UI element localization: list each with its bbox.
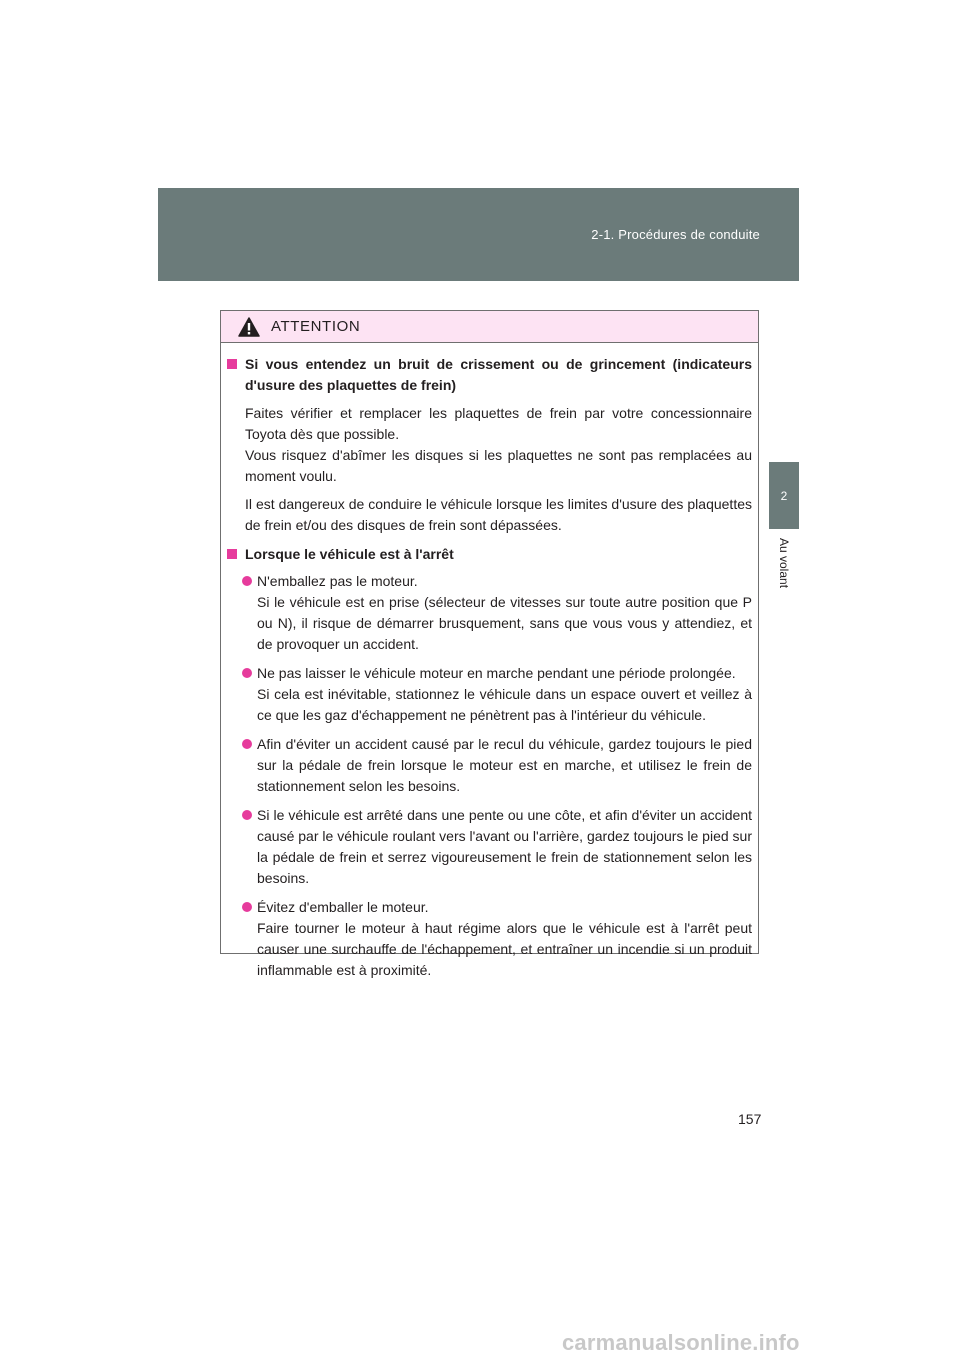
topic-vehicle-stopped [227,544,752,981]
round-bullet-icon [242,576,252,586]
section-title: 2-1. Procédures de conduite [591,227,760,242]
list-item: N'emballez pas le moteur. Si le véhicule est en prise (sélecteur de vitesses sur toute autre position que P ou N), il risque de démarrer brusquement, sans que vous vous y attendiez, et de provoquer un accident. [239,571,752,655]
bullet-list [227,571,752,981]
chapter-label: Au volant [777,538,791,589]
round-bullet-icon [242,739,252,749]
paragraph: Faites vérifier et remplacer les plaquettes de frein par votre concessionnaire Toyota dès que possible. Vous risquez d'abîmer les disques si les plaquettes ne sont pas remplacées au moment voulu. [245,405,752,484]
topic-heading: Si vous entendez un bruit de crissement ou de grincement (indicateurs d'usure des plaquettes de frein) [227,354,752,396]
list-item: Afin d'éviter un accident causé par le recul du véhicule, gardez toujours le pied sur la pédale de frein lorsque le moteur est en marche, et utilisez le frein de stationnement selon les besoins. [239,734,752,797]
round-bullet-icon [242,668,252,678]
header-band [158,188,799,281]
warning-triangle-icon [238,317,260,337]
chapter-tab [769,462,799,529]
page-number: 157 [738,1111,762,1127]
warning-header [221,311,758,343]
warning-title: ATTENTION [271,318,361,335]
list-item: Ne pas laisser le véhicule moteur en marche pendant une période prolongée. Si cela est inévitable, stationnez le véhicule dans un espace ouvert et veillez à ce que les gaz d'échappement ne pénètrent pas à l'intérieur du véhicule. [239,663,752,726]
square-bullet-icon [227,359,237,369]
watermark: carmanualsonline.info [562,1330,800,1355]
square-bullet-icon [227,549,237,559]
round-bullet-icon [242,810,252,820]
list-item: Évitez d'emballer le moteur. Faire tourner le moteur à haut régime alors que le véhicule est à l'arrêt peut causer une surchauffe de l'échappement, et entraîner un incendie si un produit inflammable est à proximité. [239,897,752,981]
paragraph: Il est dangereux de conduire le véhicule lorsque les limites d'usure des plaquettes de frein et/ou des disques de frein sont dépassées. [245,496,752,533]
round-bullet-icon [242,902,252,912]
warning-body [221,343,758,981]
list-item: Si le véhicule est arrêté dans une pente ou une côte, et afin d'éviter un accident causé par le véhicule roulant vers l'avant ou l'arrière, gardez toujours le pied sur la pédale de frein et serrez vigoureusement le frein de stationnement selon les besoins. [239,805,752,889]
warning-box [220,310,759,978]
topic-heading: Lorsque le véhicule est à l'arrêt [227,544,752,565]
chapter-number: 2 [780,488,788,503]
topic-brake-wear [227,354,752,536]
